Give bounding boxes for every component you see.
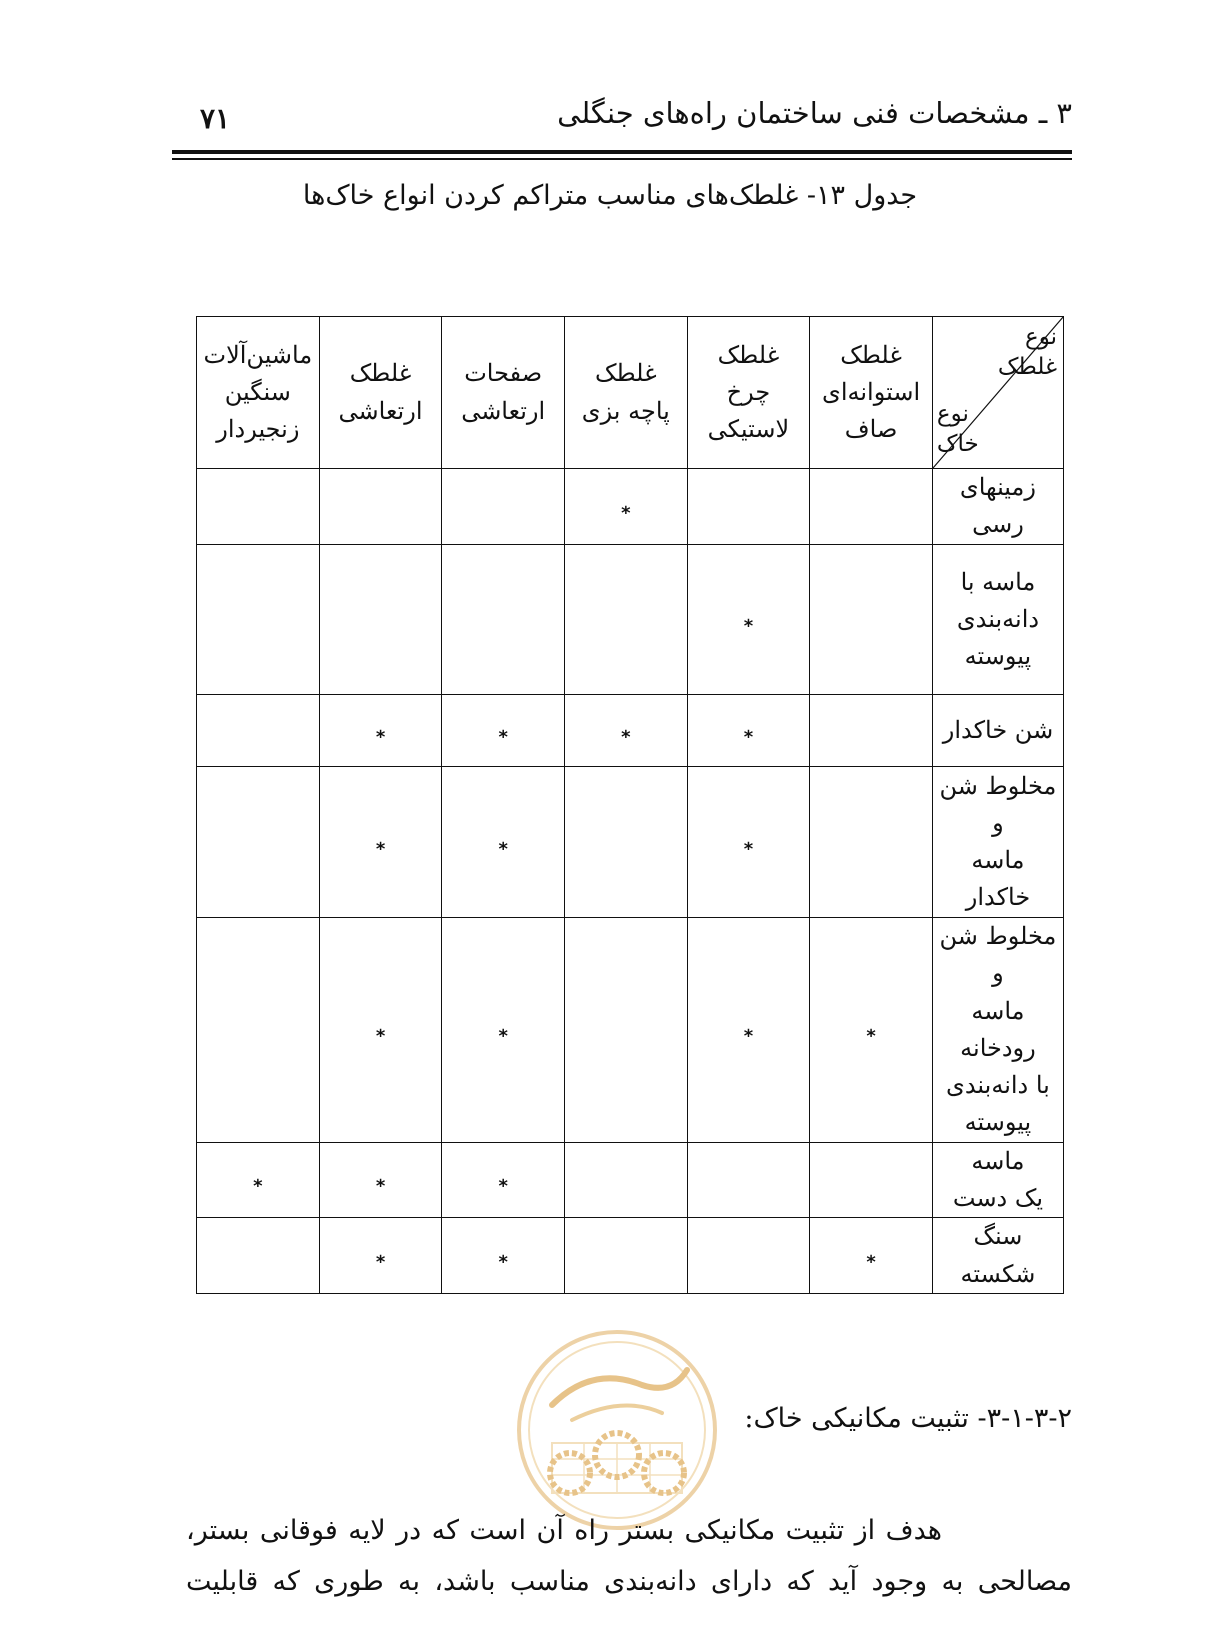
table-row [197, 1218, 1064, 1294]
watermark-seal [512, 1325, 722, 1535]
table-cell [687, 544, 810, 695]
suitability-mark: ⁎ [743, 1021, 754, 1043]
table-cell [319, 544, 442, 695]
table-cell [197, 1142, 320, 1218]
suitability-mark: ⁎ [743, 610, 754, 632]
corner-soil-type-label: نوع خاک [936, 401, 979, 458]
suitability-mark: ⁎ [375, 1021, 386, 1043]
roller-soil-table [196, 316, 1064, 1294]
table-cell [319, 1218, 442, 1294]
running-title: ۳ ـ مشخصات فنی ساختمان راه‌های جنگلی [557, 96, 1072, 130]
table-row [197, 544, 1064, 695]
table-cell [810, 1142, 933, 1218]
suitability-mark: ⁎ [498, 1021, 508, 1043]
suitability-mark: ⁎ [498, 1171, 508, 1193]
table-cell [564, 767, 687, 918]
suitability-mark: ⁎ [498, 1247, 508, 1269]
table-cell [319, 469, 442, 545]
table-cell [442, 1218, 565, 1294]
table-cell [197, 1218, 320, 1294]
suitability-mark: ⁎ [375, 722, 386, 744]
table-cell [810, 767, 933, 918]
suitability-mark: ⁎ [743, 833, 754, 855]
table-cell [687, 695, 810, 767]
suitability-mark: ⁎ [253, 1171, 263, 1193]
row-header: زمینهای رسی [932, 469, 1063, 545]
column-header: صفحات ارتعاشی [442, 317, 565, 469]
table-body [197, 469, 1064, 1294]
table-cell [810, 1218, 933, 1294]
table-row [197, 767, 1064, 918]
body-text [186, 1515, 1072, 1617]
body-line: مصالحی به وجود آید که دارای دانه‌بندی مناسب باشد، به طوری که قابلیت [186, 1566, 1072, 1597]
suitability-mark: ⁎ [621, 722, 631, 744]
section-heading: ۳-۱-۳-۲- تثبیت مکانیکی خاک: [744, 1403, 1072, 1434]
table-cell [442, 544, 565, 695]
table-cell [197, 695, 320, 767]
table-cell [319, 917, 442, 1142]
suitability-mark: ⁎ [498, 722, 508, 744]
table-cell [687, 1142, 810, 1218]
column-header: غلطک پاچه بزی [564, 317, 687, 469]
table-cell [564, 917, 687, 1142]
corner-cell [932, 317, 1063, 469]
suitability-mark: ⁎ [866, 1247, 876, 1269]
table-cell [197, 469, 320, 545]
table-cell [687, 767, 810, 918]
table-cell [197, 767, 320, 918]
table-cell [564, 469, 687, 545]
table-cell [564, 1142, 687, 1218]
table-cell [687, 917, 810, 1142]
table-row [197, 917, 1064, 1142]
header-rule-thick [172, 150, 1072, 154]
column-header: غلطک چرخ لاستیکی [687, 317, 810, 469]
row-header: مخلوط شن و ماسه رودخانه با دانه‌بندی پیوسته [932, 917, 1063, 1142]
suitability-mark: ⁎ [375, 1171, 386, 1193]
table-cell [442, 469, 565, 545]
column-header: ماشین‌آلات سنگین زنجیردار [197, 317, 320, 469]
table-cell [810, 544, 933, 695]
table-row [197, 469, 1064, 545]
table-header-row [197, 317, 1064, 469]
suitability-mark: ⁎ [621, 497, 631, 519]
table-cell [319, 767, 442, 918]
table-cell [687, 469, 810, 545]
header-rule-thin [172, 158, 1072, 160]
table-cell [564, 544, 687, 695]
table-cell [810, 469, 933, 545]
suitability-mark: ⁎ [498, 833, 508, 855]
row-header: مخلوط شن و ماسه خاکدار [932, 767, 1063, 918]
table-cell [197, 917, 320, 1142]
table-cell [442, 917, 565, 1142]
table-cell [319, 1142, 442, 1218]
table-cell [319, 695, 442, 767]
suitability-mark: ⁎ [375, 833, 386, 855]
row-header: ماسه با دانه‌بندی پیوسته [932, 544, 1063, 695]
page-number: ۷۱ [200, 102, 231, 135]
suitability-mark: ⁎ [866, 1021, 876, 1043]
column-header: غلطک ارتعاشی [319, 317, 442, 469]
suitability-mark: ⁎ [743, 722, 754, 744]
table-row [197, 1142, 1064, 1218]
row-header: ماسه یک دست [932, 1142, 1063, 1218]
corner-roller-type-label: نوع غلطک [997, 324, 1057, 380]
table-cell [564, 695, 687, 767]
table-cell [442, 1142, 565, 1218]
row-header: سنگ شکسته [932, 1218, 1063, 1294]
table-row [197, 695, 1064, 767]
table-caption: جدول ۱۳- غلطک‌های مناسب متراکم کردن انواع خاک‌ها [302, 180, 918, 211]
table-cell [810, 695, 933, 767]
body-line: هدف از تثبیت مکانیکی بستر راه آن است که در لایه فوقانی بستر، [186, 1515, 942, 1546]
table-cell [442, 767, 565, 918]
table-cell [564, 1218, 687, 1294]
table-cell [197, 544, 320, 695]
running-header [170, 92, 1072, 140]
column-header: غلطک استوانه‌ای صاف [810, 317, 933, 469]
row-header: شن خاکدار [932, 695, 1063, 767]
table-cell [810, 917, 933, 1142]
suitability-mark: ⁎ [375, 1247, 386, 1269]
table-cell [442, 695, 565, 767]
table-cell [687, 1218, 810, 1294]
